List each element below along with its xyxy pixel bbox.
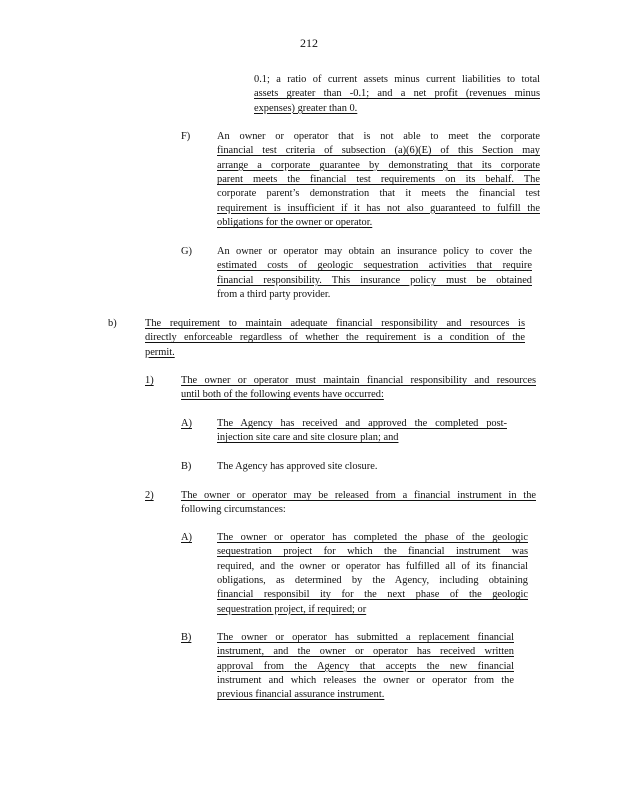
text-line: estimated costs of geologic sequestration activities that require <box>217 260 532 272</box>
text-line: sequestration project for which the financial instrument was <box>217 546 528 558</box>
item-2-label: 2) <box>145 490 154 501</box>
text-line: financial test criteria of subsection (a)(6)(E) of this Section may <box>217 145 540 157</box>
text-line: until both of the following events have occurred: <box>181 389 384 401</box>
text-line: corporate parent’s demonstration that it meets the financial test <box>217 188 540 200</box>
text-line: following circumstances: <box>181 504 286 516</box>
item-1-label: 1) <box>145 375 154 386</box>
text-line: expenses) greater than 0. <box>254 102 358 114</box>
text-line: The owner or operator has submitted a replacement financial <box>217 632 514 643</box>
item-1b-label: B) <box>181 461 192 472</box>
text-line: financial responsibility. This insurance policy must be obtained <box>217 274 532 286</box>
text-line: required, and the owner or operator has fulfilled all of its financial <box>217 560 528 572</box>
item-b-label: b) <box>108 318 117 329</box>
text-line: An owner or operator may obtain an insurance policy to cover the <box>217 246 532 257</box>
text-line: assets greater than -0.1; and a net profit (revenues minus <box>254 88 540 100</box>
text-line: instrument and which releases the owner or operator from the <box>217 674 514 686</box>
item-2a-label: A) <box>181 532 192 543</box>
text-line: obligations, as determined by the Agency, including obtaining <box>217 574 528 586</box>
text-line: The owner or operator may be released from a financial instrument in the <box>181 490 536 501</box>
text-line: The owner or operator has completed the phase of the geologic <box>217 532 528 543</box>
text-line: from a third party provider. <box>217 288 331 300</box>
text-line: permit. <box>145 346 175 358</box>
text-line: sequestration project, if required; or <box>217 603 367 615</box>
text-line: parent meets the financial test requirements on its behalf. The <box>217 173 540 185</box>
page-number: 212 <box>300 36 318 50</box>
text-line: An owner or operator that is not able to meet the corporate <box>217 131 540 142</box>
text-line: instrument, and the owner or operator has received written <box>217 646 514 658</box>
item-g-label: G) <box>181 246 192 257</box>
text-line: The Agency has received and approved the completed post- <box>217 418 507 429</box>
text-line: 0.1; a ratio of current assets minus current liabilities to total <box>254 74 540 85</box>
text-line: previous financial assurance instrument. <box>217 689 385 701</box>
text-line: arrange a corporate guarantee by demonstrating that its corporate <box>217 159 540 171</box>
item-f-label: F) <box>181 131 191 142</box>
text-line: financial responsibil ity for the next phase of the geologic <box>217 589 528 601</box>
text-line: The owner or operator must maintain financial responsibility and resources <box>181 375 536 386</box>
text-line: The requirement to maintain adequate financial responsibility and resources is <box>145 318 525 329</box>
text-line: directly enforceable regardless of whether the requirement is a condition of the <box>145 332 525 344</box>
text-line: obligations for the owner or operator. <box>217 216 373 228</box>
text-line: The Agency has approved site closure. <box>217 461 378 472</box>
text-line: requirement is insufficient if it has not also guaranteed to fulfill the <box>217 202 540 214</box>
item-1a-label: A) <box>181 418 192 429</box>
item-2b-label: B) <box>181 632 192 643</box>
text-line: injection site care and site closure plan; and <box>217 432 399 444</box>
text-line: approval from the Agency that accepts the new financial <box>217 660 514 672</box>
